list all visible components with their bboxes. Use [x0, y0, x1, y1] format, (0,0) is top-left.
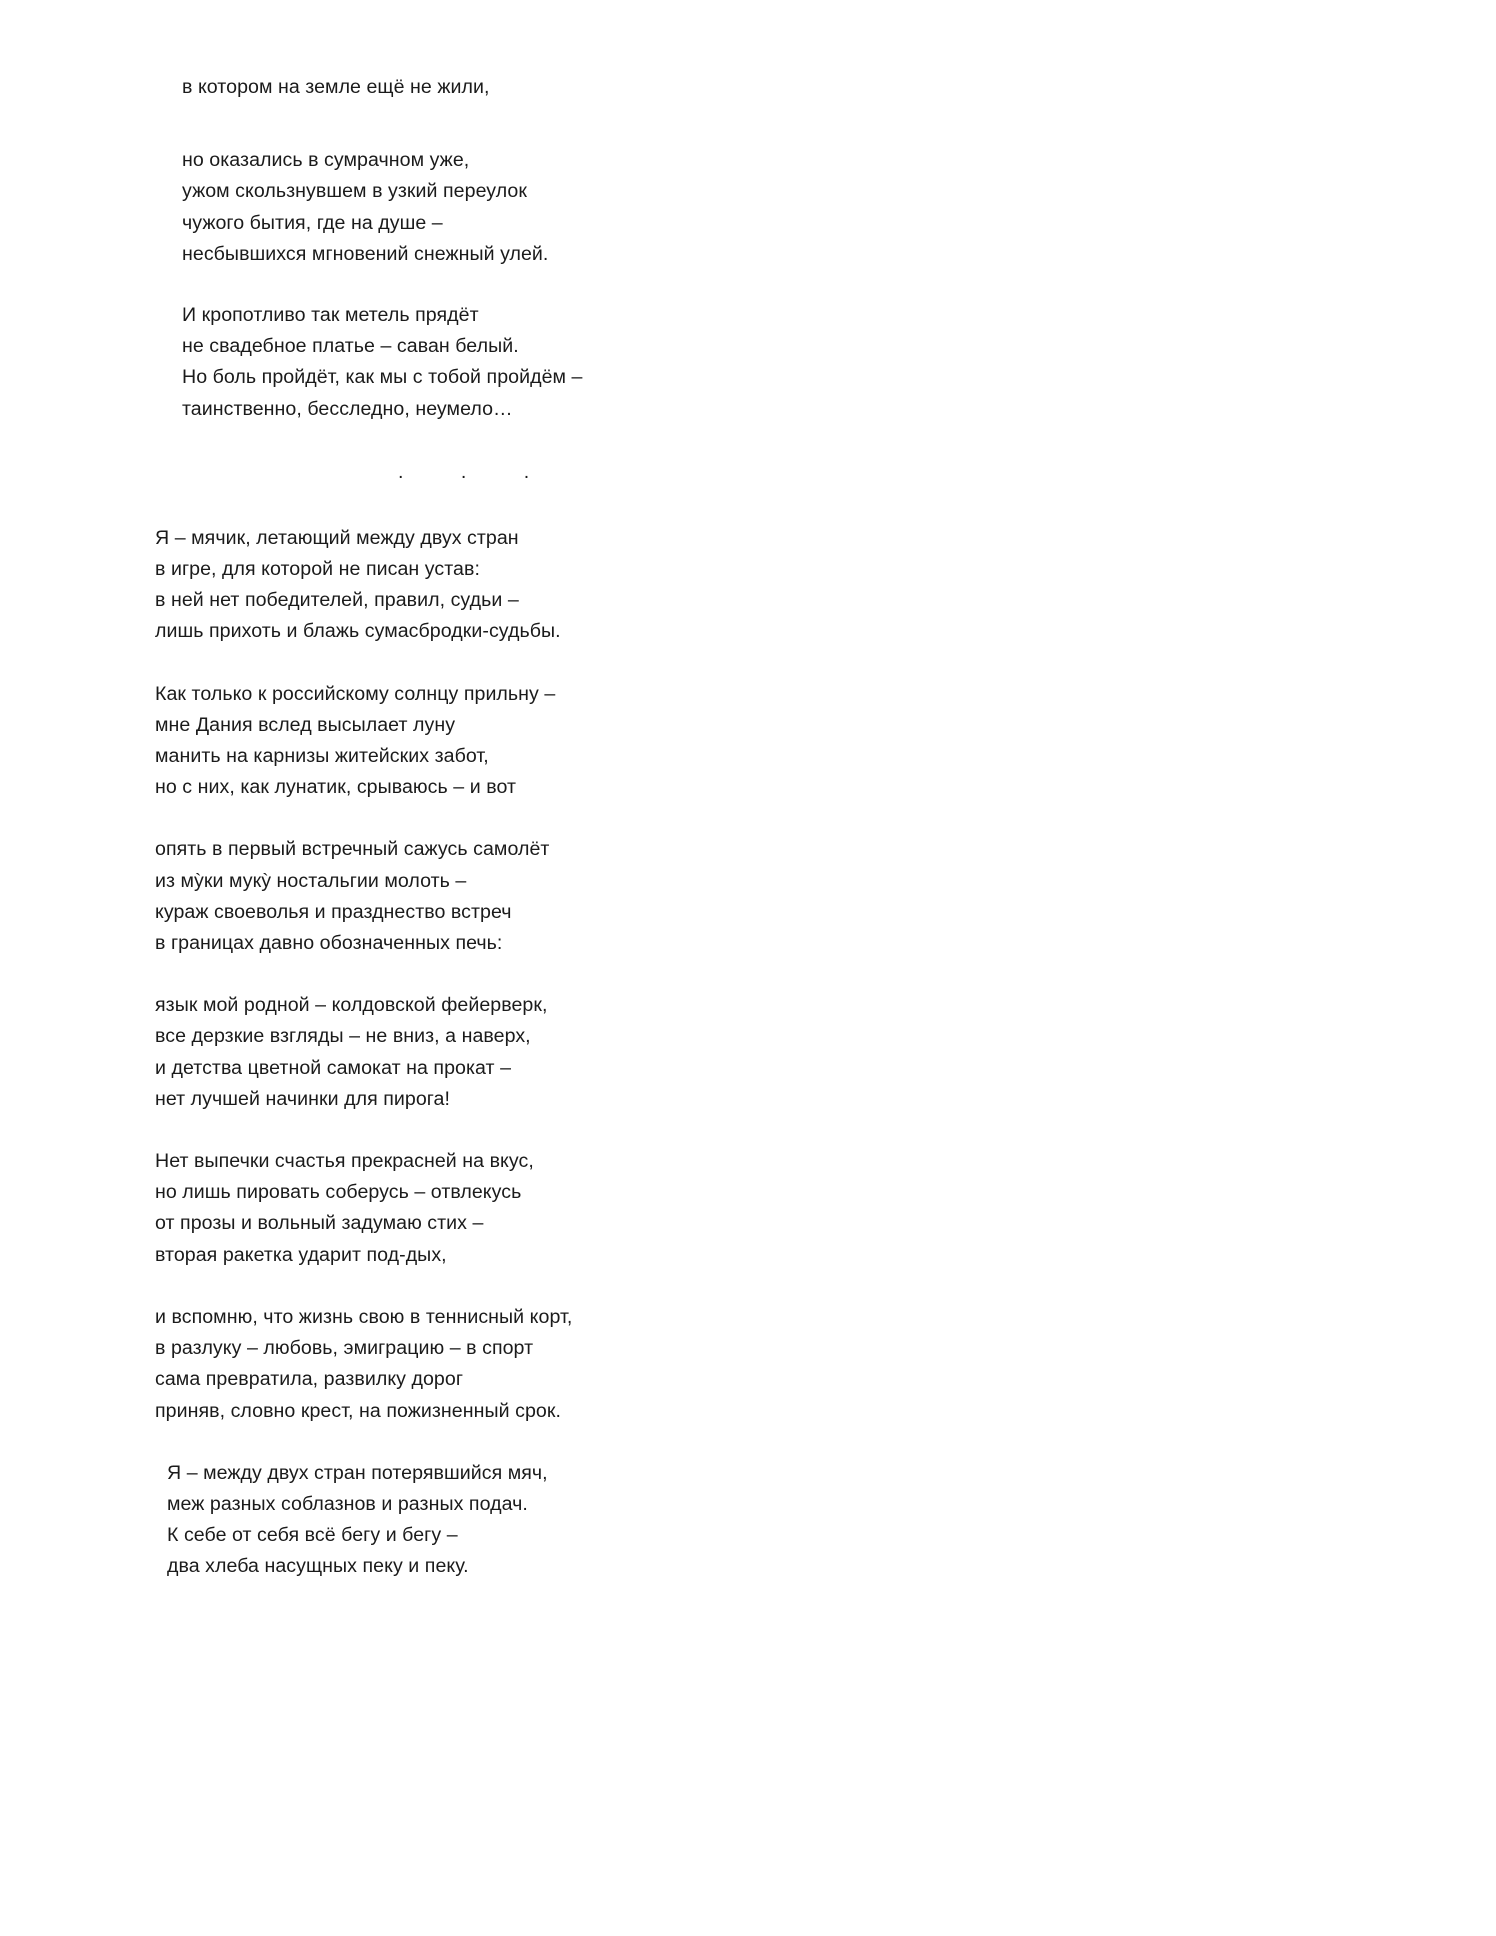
poem-content [0, 72, 1496, 1614]
poem-line: кураж своеволья и празднество встреч [155, 900, 512, 923]
poem-line: И кропотливо так метель прядёт [182, 304, 479, 327]
stanza [155, 1146, 1496, 1271]
stanza [155, 990, 1496, 1115]
poem-line: и детства цветной самокат на прокат – [155, 1056, 512, 1079]
poem-line: нет лучшей начинки для пирога! [155, 1087, 450, 1110]
poem-line: несбывшихся мгновений снежный улей. [182, 242, 549, 265]
stanza [182, 72, 1496, 103]
poem-line: два хлеба насущных пеку и пеку. [167, 1555, 469, 1578]
poem-line: Как только к российскому солнцу прильну – [155, 682, 556, 705]
poem-line: таинственно, бесследно, неумело… [182, 397, 513, 420]
poem-line: Я – между двух стран потерявшийся мяч, [167, 1461, 548, 1484]
poem-line: в котором на земле ещё не жили, [182, 76, 490, 98]
stanza [155, 1302, 1496, 1427]
stanza [155, 679, 1496, 804]
poem-line: но оказались в сумрачном уже, [182, 149, 470, 172]
poem-line: все дерзкие взгляды – не вниз, а наверх, [155, 1025, 531, 1048]
stanza [182, 145, 1496, 270]
section-separator [0, 459, 1496, 485]
poem-line: вторая ракетка ударит под-дых, [155, 1243, 447, 1266]
poem-line: не свадебное платье – саван белый. [182, 335, 519, 358]
poem-line: меж разных соблазнов и разных подач. [167, 1492, 528, 1515]
poem-line: в границах давно обозначенных печь: [155, 932, 503, 955]
poem-line: в игре, для которой не писан устав: [155, 558, 480, 581]
poem-line: в ней нет победителей, правил, судьи – [155, 589, 519, 612]
poem-line: ужом скользнувшем в узкий переулок [182, 180, 527, 203]
poem-section-one [0, 72, 1496, 425]
poem-line: манить на карнизы житейских забот, [155, 745, 489, 768]
poem-line: приняв, словно крест, на пожизненный срок. [155, 1399, 561, 1422]
poem-line: мне Дания вслед высылает луну [155, 713, 456, 736]
stanza [167, 1458, 1496, 1583]
stanza [155, 834, 1496, 959]
poem-line: но с них, как лунатик, срываюсь – и вот [155, 776, 516, 799]
poem-line: сама превратила, развилку дорог [155, 1368, 464, 1391]
poem-line: лишь прихоть и блажь сумасбродки-судьбы. [155, 620, 561, 643]
poem-line: из мỳки мукỳ ностальгии молоть – [155, 869, 467, 892]
poem-line: но лишь пировать соберусь – отвлекусь [155, 1181, 522, 1204]
poem-line: Нет выпечки счастья прекрасней на вкус, [155, 1150, 534, 1173]
poem-line: чужого бытия, где на душе – [182, 211, 443, 234]
poem-line: и вспомню, что жизнь свою в теннисный корт, [155, 1305, 573, 1328]
poem-line: К себе от себя всё бегу и бегу – [167, 1524, 458, 1547]
stanza [182, 300, 1496, 425]
separator-dots: . . . [398, 460, 556, 483]
poem-line: Я – мячик, летающий между двух стран [155, 526, 519, 549]
poem-line: в разлуку – любовь, эмиграцию – в спорт [155, 1337, 534, 1360]
poem-line: язык мой родной – колдовской фейерверк, [155, 994, 548, 1017]
poem-line: Но боль пройдёт, как мы с тобой пройдём – [182, 366, 583, 389]
poem-line: опять в первый встречный сажусь самолёт [155, 838, 550, 861]
poem-section-two [0, 523, 1496, 1583]
poem-line: от прозы и вольный задумаю стих – [155, 1212, 484, 1235]
stanza [155, 523, 1496, 648]
